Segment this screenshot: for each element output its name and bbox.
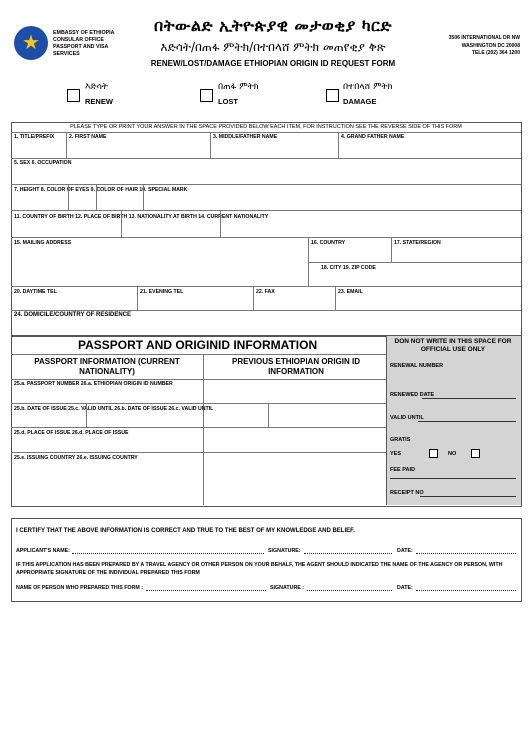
city-zip-input[interactable] — [309, 272, 518, 285]
grandfather-name-label: 4. GRAND FATHER NAME — [341, 134, 405, 140]
divider — [11, 354, 386, 355]
applicant-date-label: DATE: — [397, 548, 413, 554]
previous-id-heading: PREVIOUS ETHIOPIAN ORIGIN ID INFORMATION — [231, 357, 360, 376]
fee-paid-line[interactable] — [390, 478, 516, 479]
middle-name-input[interactable] — [211, 141, 337, 157]
divider — [11, 452, 386, 453]
first-name-label: 2. FIRST NAME — [69, 134, 107, 140]
divider — [11, 310, 521, 311]
renew-label-amharic: እድሳት — [85, 82, 108, 92]
renewed-date-label: RENEWED DATE — [390, 392, 435, 398]
mailing-address-label: 15. MAILING ADDRESS — [14, 240, 72, 246]
fee-paid-label: FEE PAID — [390, 467, 415, 473]
state-region-label: 17. STATE/REGION — [394, 240, 441, 246]
ethiopia-emblem-logo — [14, 26, 48, 60]
email-label: 23. EMAIL — [338, 289, 363, 295]
origin-id-country-input[interactable] — [204, 462, 385, 504]
lost-label: LOST — [218, 97, 238, 106]
preparer-name-label: NAME OF PERSON WHO PREPARED THIS FORM : — [16, 585, 144, 591]
title-amharic: በትውልድ ኢትዮጵያዊ መታወቂያ ካርድ — [154, 16, 392, 35]
place-of-issue-label: 25.d. PLACE OF ISSUE 26.d. PLACE OF ISSUE — [14, 430, 129, 436]
daytime-tel-label: 20. DAYTIME TEL — [14, 289, 57, 295]
origin-id-number-input[interactable] — [204, 388, 385, 402]
passport-number-label: 25.a. PASSPORT NUMBER 26.a. ETHIOPIAN ORIGIN ID NUMBER — [14, 381, 173, 387]
certification-statement: I CERTIFY THAT THE ABOVE INFORMATION IS CORRECT AND TRUE TO THE BEST OF MY KNOWLEDGE AND BELIEF. — [16, 528, 355, 534]
damage-label: DAMAGE — [343, 97, 377, 106]
valid-until-line[interactable] — [418, 421, 516, 422]
divider — [11, 403, 386, 404]
origin-id-dates-input[interactable] — [204, 413, 385, 426]
applicant-name-input[interactable] — [72, 553, 264, 554]
embassy-address: 3506 INTERNATIONAL DR NW WASHINGTON DC 20008 TELE (202) 364 1200 — [448, 35, 520, 56]
receipt-no-line[interactable] — [420, 496, 516, 497]
domicile-input[interactable] — [12, 320, 518, 334]
birth-nationality-input[interactable] — [12, 221, 518, 236]
yes-label: YES — [390, 451, 402, 457]
damage-checkbox[interactable] — [326, 89, 339, 102]
title-prefix-label: 1. TITLE/PREFIX — [14, 134, 55, 140]
origin-id-place-input[interactable] — [204, 437, 385, 451]
issue-dates-label: 25.b. DATE OF ISSUE 25.c. VALID UNTIL 26.b. DATE OF ISSUE 26.c. VALID UNTIL — [14, 406, 214, 412]
applicant-signature-label: SIGNATURE: — [268, 548, 301, 554]
middle-name-label: 3. MIDDLE/FATHER NAME — [213, 134, 278, 140]
divider — [308, 262, 521, 263]
evening-tel-label: 21. EVENING TEL — [140, 289, 184, 295]
email-input[interactable] — [336, 296, 518, 309]
divider — [11, 237, 521, 238]
evening-tel-input[interactable] — [138, 296, 252, 309]
domicile-label: 24. DOMICILE/COUNTRY OF RESIDENCE — [14, 312, 132, 318]
sex-occupation-label: 5. SEX 6. OCCUPATION — [14, 160, 72, 166]
renewal-number-label: RENEWAL NUMBER — [390, 363, 444, 369]
physical-description-label: 7. HEIGHT 8. COLOR OF EYES 9. COLOR OF HAIR 10. SPECIAL MARK — [14, 187, 188, 193]
passport-info-heading: PASSPORT INFORMATION (CURRENT NATIONALITY) — [34, 357, 180, 376]
mailing-address-input[interactable] — [12, 247, 307, 285]
fax-label: 22. FAX — [256, 289, 275, 295]
passport-dates-input[interactable] — [12, 413, 202, 426]
renewed-date-line[interactable] — [422, 398, 516, 399]
lost-label-amharic: በጠፋ ምትክ — [218, 82, 259, 92]
preparer-date-label: DATE: — [397, 585, 413, 591]
daytime-tel-input[interactable] — [12, 296, 136, 309]
applicant-date-input[interactable] — [416, 553, 516, 554]
fax-input[interactable] — [254, 296, 334, 309]
valid-until-label: VALID UNTIL — [390, 415, 424, 421]
applicant-name-label: APPLICANT'S NAME: — [16, 548, 70, 554]
form-title: RENEW/LOST/DAMAGE ETHIOPIAN ORIGIN ID REQUEST FORM — [150, 59, 396, 68]
damage-label-amharic: በተበላሸ ምትክ — [343, 82, 393, 92]
first-name-input[interactable] — [67, 141, 209, 157]
passport-place-input[interactable] — [12, 437, 202, 451]
divider — [11, 379, 386, 380]
grandfather-name-input[interactable] — [339, 141, 519, 157]
subtitle-amharic: እድሳት/በጠፋ ምትክ/በተበላሸ ምትክ መጠየቂያ ቅጽ — [160, 40, 386, 54]
renew-checkbox[interactable] — [67, 89, 80, 102]
embassy-name: EMBASSY OF ETHIOPIA CONSULAR OFFICE PASSPORT AND VISA SERVICES — [53, 30, 115, 57]
applicant-signature-input[interactable] — [304, 553, 392, 554]
no-label: NO — [448, 451, 457, 457]
divider — [11, 158, 521, 159]
country-input[interactable] — [309, 247, 390, 261]
country-label: 16. COUNTRY — [311, 240, 346, 246]
state-region-input[interactable] — [392, 247, 518, 261]
sex-occupation-input[interactable] — [12, 167, 518, 183]
renew-label: RENEW — [85, 97, 113, 106]
preparer-date-input[interactable] — [416, 590, 516, 591]
passport-country-input[interactable] — [12, 462, 202, 504]
preparer-signature-label: SIGNATURE : — [270, 585, 305, 591]
preparer-name-input[interactable] — [146, 590, 266, 591]
official-use-title: DON NOT WRITE IN THIS SPACE FOR OFFICIAL USE ONLY — [394, 338, 512, 353]
gratis-label: GRATIS — [390, 437, 411, 443]
birth-nationality-label: 11. COUNTRY OF BIRTH 12. PLACE OF BIRTH 13. NATIONALITY AT BIRTH 14. CURRENT NATIONALITY — [14, 214, 269, 220]
divider — [11, 286, 521, 287]
issuing-country-label: 25.e. ISSUING COUNTRY 26.e. ISSUING COUNTRY — [14, 455, 138, 461]
divider — [11, 427, 386, 428]
physical-description-input[interactable] — [12, 194, 518, 209]
preparer-signature-input[interactable] — [307, 590, 392, 591]
divider — [11, 184, 521, 185]
gratis-yes-checkbox[interactable] — [429, 449, 438, 458]
divider — [11, 132, 521, 133]
title-prefix-input[interactable] — [12, 141, 65, 157]
agency-note: IF THIS APPLICATION HAS BEEN PREPARED BY A TRAVEL AGENCY OR OTHER PERSON ON YOUR BEHALF, THE AGENT SHOULD INDICATED THE NAME OF THE AGENCY OR PERSON, WITH APPROPRIATE SIGNATURE OF THE INDIVIDUAL PREPARED THIS FORM — [16, 562, 503, 576]
gratis-no-checkbox[interactable] — [471, 449, 480, 458]
city-zip-label: 18. CITY 19. ZIP CODE — [321, 265, 376, 271]
passport-section-title: PASSPORT AND ORIGINID INFORMATION — [78, 338, 318, 352]
star-icon: ★ — [22, 30, 40, 54]
receipt-no-label: RECEIPT NO — [390, 490, 424, 496]
instructions: PLEASE TYPE OR PRINT YOUR ANSWER IN THE SPACE PROVIDED BELOW EACH ITEM, FOR INSTRUCTION SEE THE REVERSE SIDE OF THIS FORM — [70, 124, 462, 130]
lost-checkbox[interactable] — [200, 89, 213, 102]
passport-number-input[interactable] — [12, 388, 202, 402]
divider — [11, 210, 521, 211]
